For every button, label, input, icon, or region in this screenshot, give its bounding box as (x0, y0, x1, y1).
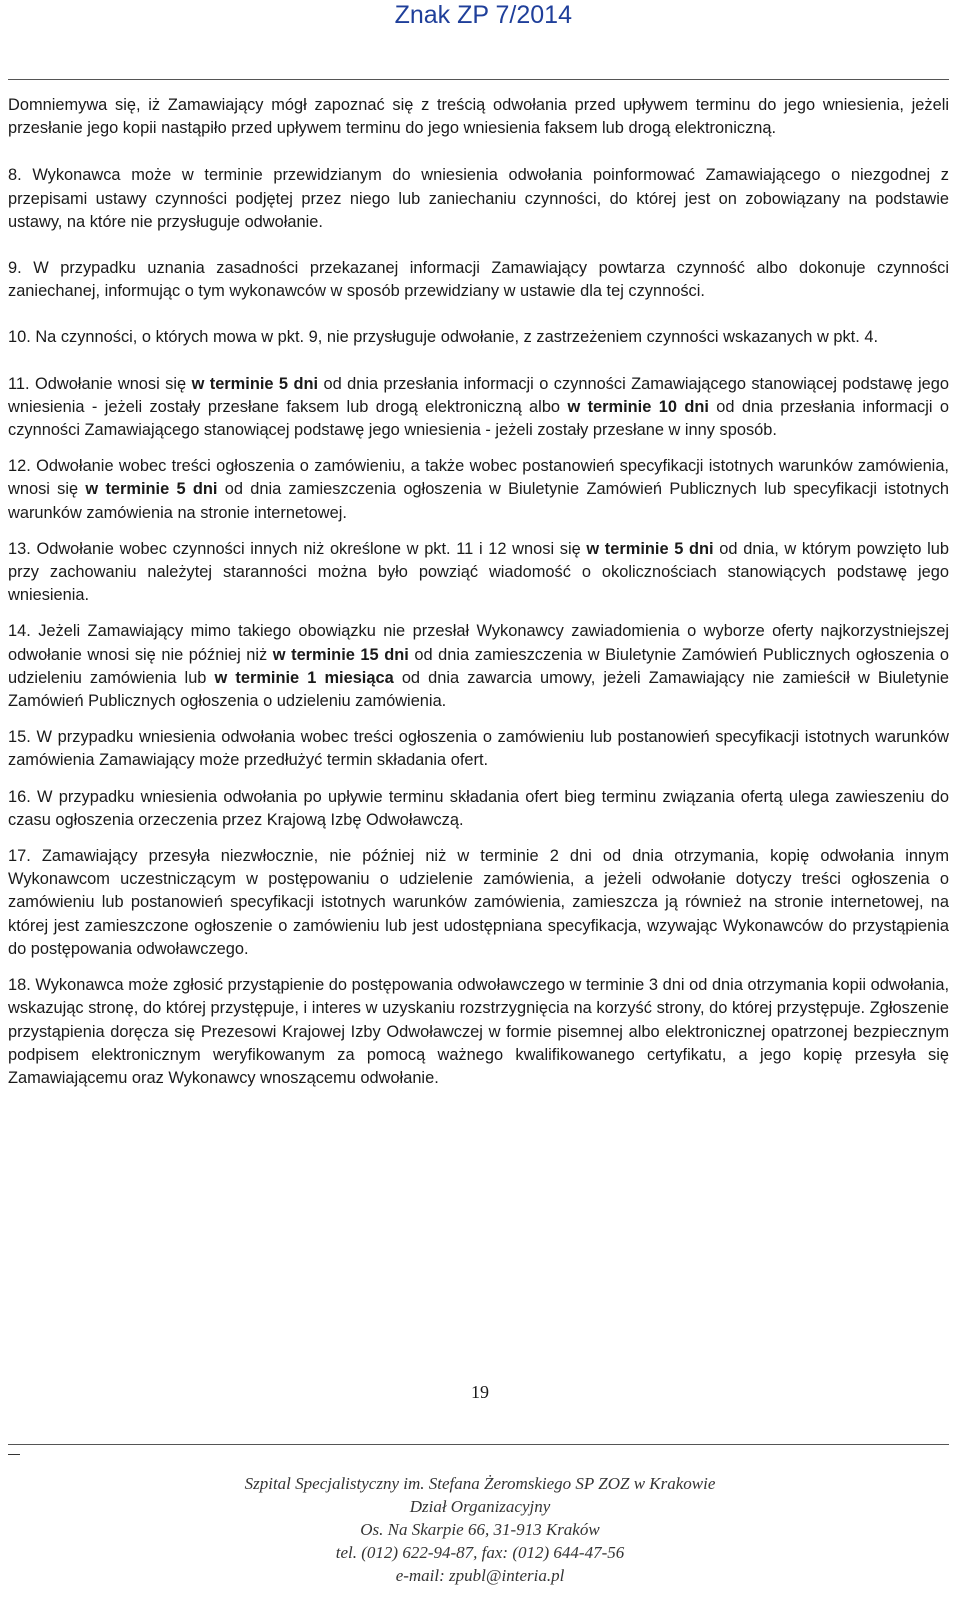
paragraph-12 (8, 455, 949, 525)
paragraph-12-text-2: od dnia zamieszczenia ogłoszenia w Biuletynie Zamówień Publicznych lub specyfikacji istotnych warunków zamówienia na stronie internetowej. (8, 480, 949, 522)
paragraph-14-text-2: od dnia zamieszczenia w Biuletynie Zamówień Publicznych ogłoszenia o udzieleniu zamówienia lub (8, 645, 949, 687)
paragraph-12-text-1: 12. Odwołanie wobec treści ogłoszenia o zamówieniu, a także wobec postanowień specyfikacji istotnych warunków zamówienia, wnosi się (8, 457, 949, 499)
paragraph-10: 10. Na czynności, o których mowa w pkt. 9, nie przysługuje odwołanie, z zastrzeżeniem czynności wskazanych w pkt. 4. (8, 328, 878, 347)
footer-street-address: Os. Na Skarpie 66, 31-913 Kraków (360, 1520, 600, 1539)
footer-phone-fax: tel. (012) 622-94-87, fax: (012) 644-47-56 (335, 1543, 625, 1562)
paragraph-11-text-2: od dnia przesłania informacji o czynności Zamawiającego stanowiącej podstawę jego wniesienia - jeżeli zostały przesłane faksem lub drogą elektroniczną albo (8, 374, 949, 416)
paragraph-11-text-1: 11. Odwołanie wnosi się (8, 374, 192, 393)
document-body (8, 94, 949, 1090)
paragraph-13 (8, 538, 949, 608)
paragraph-11 (8, 373, 949, 443)
paragraph-8: 8. Wykonawca może w terminie przewidzianym do wniesienia odwołania poinformować Zamawiającego o niezgodnej z przepisami ustawy czynności podjętej przez niego lub zaniechaniu czynności, do której jest on zobowiązany na podstawie ustawy, na które nie przysługuje odwołanie. (8, 166, 949, 231)
paragraph-14 (8, 620, 949, 713)
paragraph-intro: Domniemywa się, iż Zamawiający mógł zapoznać się z treścią odwołania przed upływem terminu do jego wniesienia, jeżeli przesłanie jego kopii nastąpiło przed upływem terminu do jego wniesienia faksem lub drogą elektroniczną. (8, 96, 949, 138)
paragraph-17: 17. Zamawiający przesyła niezwłocznie, nie później niż w terminie 2 dni od dnia otrzymania, kopię odwołania innym Wykonawcom uczestniczącym w postępowaniu o udzielenie zamówienia, a jeżeli odwołanie dotyczy treści ogłoszenia o zamówieniu lub postanowień specyfikacji istotnych warunków zamówienia, zamieszcza ją również na stronie internetowej, na której jest zamieszczone ogłoszenie o zamówieniu lub jest udostępniana specyfikacja, wzywając Wykonawców do przystąpienia do postępowania odwoławczego. (8, 847, 949, 958)
paragraph-14-text-1: 14. Jeżeli Zamawiający mimo takiego obowiązku nie przesłał Wykonawcy zawiadomienia o wyborze oferty najkorzystniejszej odwołanie wnosi się nie później niż (8, 622, 949, 664)
paragraph-14-text-3: od dnia zawarcia umowy, jeżeli Zamawiający nie zamieścił w Biuletynie Zamówień Publicznych ogłoszenia o udzieleniu zamówienia. (8, 668, 949, 711)
footer-divider (8, 1444, 949, 1445)
paragraph-14-deadline-2: w terminie 1 miesiąca (214, 668, 394, 687)
footnote-separator (8, 1454, 20, 1455)
header-divider (8, 79, 949, 80)
paragraph-11-deadline-1: w terminie 5 dni (191, 374, 319, 393)
paragraph-11-deadline-2: w terminie 10 dni (567, 397, 709, 416)
paragraph-16: 16. W przypadku wniesienia odwołania po upływie terminu składania ofert bieg terminu związania ofertą ulega zawieszeniu do czasu ogłoszenia orzeczenia przez Krajową Izbę Odwoławczą. (8, 787, 949, 829)
footer-department: Dział Organizacyjny (409, 1497, 551, 1516)
page-number: 19 (471, 1382, 489, 1402)
paragraph-12-deadline: w terminie 5 dni (85, 480, 218, 499)
paragraph-13-text-2: od dnia, w którym powzięto lub przy zachowaniu należytej staranności można było powziąć wiadomość o okolicznościach stanowiących podstawę jego wniesienia. (8, 539, 950, 605)
paragraph-15: 15. W przypadku wniesienia odwołania wobec treści ogłoszenia o zamówieniu lub postanowień specyfikacji istotnych warunków zamówienia Zamawiający może przedłużyć termin składania ofert. (8, 728, 949, 770)
paragraph-9: 9. W przypadku uznania zasadności przekazanej informacji Zamawiający powtarza czynność albo dokonuje czynności zaniechanej, informując o tym wykonawców w sposób przewidziany w ustawie dla tej czynności. (8, 259, 949, 301)
footer-email: e-mail: zpubl@interia.pl (395, 1566, 565, 1585)
footer-institution-name: Szpital Specjalistyczny im. Stefana Żeromskiego SP ZOZ w Krakowie (244, 1474, 716, 1493)
paragraph-18: 18. Wykonawca może zgłosić przystąpienie do postępowania odwoławczego w terminie 3 dni od dnia otrzymania kopii odwołania, wskazując stronę, do której przystępuje, i interes w uzyskaniu rozstrzygnięcia na korzyść strony, do której przystępuje. Zgłoszenie przystąpienia doręcza się Prezesowi Krajowej Izby Odwoławczej w formie pisemnej albo elektronicznej opatrzonej bezpiecznym podpisem elektronicznym weryfikowanym za pomocą ważnego kwalifikowanego certyfikatu, a jego kopię przesyła się Zamawiającemu oraz Wykonawcy wnoszącemu odwołanie. (8, 976, 949, 1087)
paragraph-13-text-1: 13. Odwołanie wobec czynności innych niż określone w pkt. 11 i 12 wnosi się (8, 539, 587, 558)
paragraph-14-deadline-1: w terminie 15 dni (272, 645, 409, 664)
document-header-title: Znak ZP 7/2014 (394, 1, 572, 29)
footer-address-block (0, 1472, 960, 1587)
paragraph-11-text-3: od dnia przesłania informacji o czynności Zamawiającego stanowiącej podstawę jego wniesienia - jeżeli zostały przesłane w inny sposób. (8, 397, 949, 440)
paragraph-13-deadline: w terminie 5 dni (586, 539, 714, 558)
